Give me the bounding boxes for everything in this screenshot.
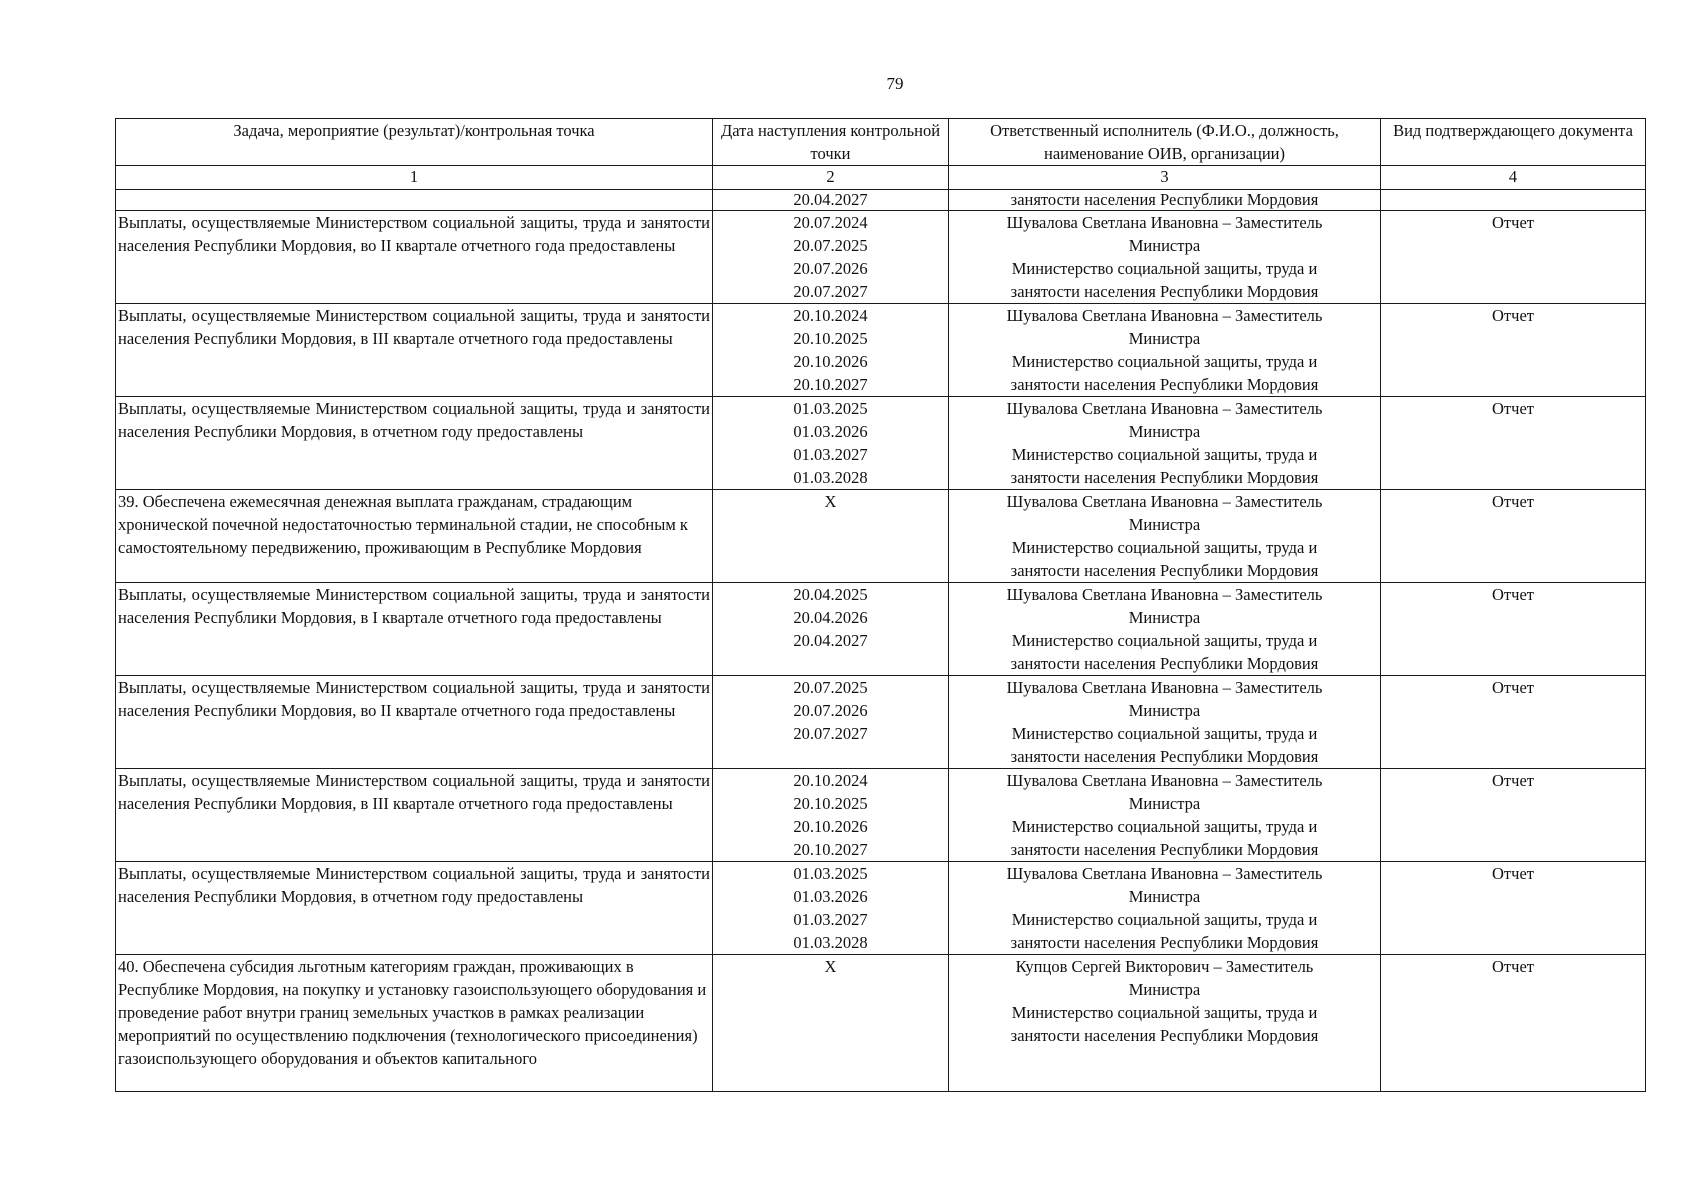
responsible-line: Министра	[1128, 422, 1201, 441]
date-value: 01.03.2026	[793, 422, 868, 441]
responsible-line: Министерство социальной защиты, труда и	[1011, 910, 1318, 929]
responsible-cell	[949, 862, 1381, 955]
column-number-row	[116, 166, 1646, 190]
responsible-line: Министра	[1128, 980, 1201, 999]
document-cell: Отчет	[1381, 304, 1646, 397]
dates-cell	[713, 676, 949, 769]
dates-cell	[713, 862, 949, 955]
header-task: Задача, мероприятие (результат)/контрольная точка	[116, 119, 713, 166]
responsible-cell	[949, 955, 1381, 1092]
dates-cell	[713, 769, 949, 862]
responsible-line: Купцов Сергей Викторович – Заместитель	[1015, 957, 1314, 976]
date-value: 01.03.2027	[793, 445, 868, 464]
column-number-1: 1	[116, 166, 713, 190]
date-value: 20.10.2026	[793, 352, 868, 371]
responsible-line: занятости населения Республики Мордовия	[1010, 468, 1319, 487]
task-cell: Выплаты, осуществляемые Министерством социальной защиты, труда и занятости населения Республики Мордовия, в отчетном году предоставлены	[116, 862, 713, 955]
responsible-line: занятости населения Республики Мордовия	[1010, 282, 1319, 301]
task-cell: 40. Обеспечена субсидия льготным категориям граждан, проживающих в Республике Мордовия, на покупку и установку газоиспользующего оборудования и проведение работ внутри границ земельных участков в рамках реализации мероприятий по осуществлению подключения (технологического присоединения) газоиспользующего оборудования и объектов капитального	[116, 955, 713, 1092]
date-value: 20.10.2027	[793, 840, 868, 859]
date-value: 20.04.2027	[793, 631, 868, 650]
responsible-cell	[949, 190, 1381, 211]
date-value: X	[824, 957, 837, 976]
responsible-line: Министерство социальной защиты, труда и	[1011, 1003, 1318, 1022]
header-date: Дата наступления контрольной точки	[713, 119, 949, 166]
document-cell: Отчет	[1381, 862, 1646, 955]
page-number: 79	[886, 74, 904, 93]
task-cell: Выплаты, осуществляемые Министерством социальной защиты, труда и занятости населения Республики Мордовия, в отчетном году предоставлены	[116, 397, 713, 490]
date-value: 20.07.2026	[793, 701, 868, 720]
date-value: X	[824, 492, 837, 511]
task-cell: Выплаты, осуществляемые Министерством социальной защиты, труда и занятости населения Республики Мордовия, во II квартале отчетного года предоставлены	[116, 676, 713, 769]
date-value: 20.10.2027	[793, 375, 868, 394]
responsible-line: занятости населения Республики Мордовия	[1010, 654, 1319, 673]
date-value: 01.03.2025	[793, 864, 868, 883]
responsible-line: Министра	[1128, 236, 1201, 255]
date-value: 20.04.2026	[793, 608, 868, 627]
responsible-line: Министра	[1128, 515, 1201, 534]
date-value: 20.04.2027	[793, 190, 868, 209]
responsible-line: Министра	[1128, 701, 1201, 720]
responsible-line: Министерство социальной защиты, труда и	[1011, 352, 1318, 371]
responsible-line: Шувалова Светлана Ивановна – Заместитель	[1006, 399, 1323, 418]
date-value: 20.10.2024	[793, 771, 868, 790]
responsible-line: Шувалова Светлана Ивановна – Заместитель	[1006, 306, 1323, 325]
responsible-line: Министерство социальной защиты, труда и	[1011, 538, 1318, 557]
dates-cell	[713, 304, 949, 397]
continuation-row	[116, 190, 1646, 211]
column-number-4: 4	[1381, 166, 1646, 190]
responsible-line: Шувалова Светлана Ивановна – Заместитель	[1006, 585, 1323, 604]
task-cell: Выплаты, осуществляемые Министерством социальной защиты, труда и занятости населения Республики Мордовия, в III квартале отчетного года предоставлены	[116, 304, 713, 397]
date-value: 20.10.2025	[793, 329, 868, 348]
responsible-line: занятости населения Республики Мордовия	[1010, 561, 1319, 580]
document-cell: Отчет	[1381, 769, 1646, 862]
responsible-line: Министерство социальной защиты, труда и	[1011, 724, 1318, 743]
responsible-line: занятости населения Республики Мордовия	[1010, 375, 1319, 394]
dates-cell	[713, 490, 949, 583]
table-row	[116, 211, 1646, 304]
responsible-cell	[949, 211, 1381, 304]
date-value: 20.10.2024	[793, 306, 868, 325]
responsible-line: Министра	[1128, 887, 1201, 906]
responsible-cell	[949, 397, 1381, 490]
responsible-line: Шувалова Светлана Ивановна – Заместитель	[1006, 864, 1323, 883]
responsible-line: Шувалова Светлана Ивановна – Заместитель	[1006, 492, 1323, 511]
responsible-line: Министерство социальной защиты, труда и	[1011, 259, 1318, 278]
table-row	[116, 490, 1646, 583]
responsible-cell	[949, 769, 1381, 862]
responsible-line: занятости населения Республики Мордовия	[1010, 1026, 1319, 1045]
document-cell: Отчет	[1381, 955, 1646, 1092]
responsible-line: Шувалова Светлана Ивановна – Заместитель	[1006, 771, 1323, 790]
document-cell: Отчет	[1381, 676, 1646, 769]
responsible-line: Министра	[1128, 329, 1201, 348]
dates-cell	[713, 211, 949, 304]
responsible-line: Министерство социальной защиты, труда и	[1011, 817, 1318, 836]
date-value: 20.07.2025	[793, 678, 868, 697]
date-value: 20.07.2025	[793, 236, 868, 255]
table-row	[116, 304, 1646, 397]
responsible-line: Министра	[1128, 608, 1201, 627]
task-cell: 39. Обеспечена ежемесячная денежная выплата гражданам, страдающим хронической почечной недостаточностью терминальной стадии, не способным к самостоятельному передвижению, проживающим в Республике Мордовия	[116, 490, 713, 583]
date-value: 20.07.2027	[793, 724, 868, 743]
table-row	[116, 862, 1646, 955]
responsible-line: Министра	[1128, 794, 1201, 813]
dates-cell	[713, 190, 949, 211]
date-value: 20.10.2025	[793, 794, 868, 813]
table-row	[116, 676, 1646, 769]
table-row	[116, 769, 1646, 862]
table-row	[116, 583, 1646, 676]
date-value: 20.07.2027	[793, 282, 868, 301]
document-cell: Отчет	[1381, 211, 1646, 304]
column-number-3: 3	[949, 166, 1381, 190]
document-cell	[1381, 190, 1646, 211]
responsible-line: занятости населения Республики Мордовия	[1010, 933, 1319, 952]
responsible-line: занятости населения Республики Мордовия	[1010, 190, 1319, 209]
table-row	[116, 955, 1646, 1092]
task-cell: Выплаты, осуществляемые Министерством социальной защиты, труда и занятости населения Республики Мордовия, во II квартале отчетного года предоставлены	[116, 211, 713, 304]
responsible-cell	[949, 490, 1381, 583]
date-value: 01.03.2028	[793, 933, 868, 952]
responsible-line: Министерство социальной защиты, труда и	[1011, 445, 1318, 464]
date-value: 01.03.2027	[793, 910, 868, 929]
task-cell: Выплаты, осуществляемые Министерством социальной защиты, труда и занятости населения Республики Мордовия, в I квартале отчетного года предоставлены	[116, 583, 713, 676]
responsible-line: Шувалова Светлана Ивановна – Заместитель	[1006, 213, 1323, 232]
task-cell	[116, 190, 713, 211]
responsible-line: Министерство социальной защиты, труда и	[1011, 631, 1318, 650]
date-value: 01.03.2025	[793, 399, 868, 418]
column-number-2: 2	[713, 166, 949, 190]
responsible-line: Шувалова Светлана Ивановна – Заместитель	[1006, 678, 1323, 697]
date-value: 20.07.2024	[793, 213, 868, 232]
date-value: 20.04.2025	[793, 585, 868, 604]
header-responsible: Ответственный исполнитель (Ф.И.О., должность, наименование ОИВ, организации)	[949, 119, 1381, 166]
document-cell: Отчет	[1381, 490, 1646, 583]
dates-cell	[713, 397, 949, 490]
dates-cell	[713, 955, 949, 1092]
date-value: 01.03.2028	[793, 468, 868, 487]
date-value: 01.03.2026	[793, 887, 868, 906]
table-body	[116, 190, 1646, 1092]
dates-cell	[713, 583, 949, 676]
control-points-table	[115, 118, 1646, 1092]
table-header-row	[116, 119, 1646, 166]
date-value: 20.07.2026	[793, 259, 868, 278]
task-cell: Выплаты, осуществляемые Министерством социальной защиты, труда и занятости населения Республики Мордовия, в III квартале отчетного года предоставлены	[116, 769, 713, 862]
responsible-cell	[949, 583, 1381, 676]
responsible-cell	[949, 304, 1381, 397]
document-cell: Отчет	[1381, 397, 1646, 490]
responsible-line: занятости населения Республики Мордовия	[1010, 747, 1319, 766]
date-value: 20.10.2026	[793, 817, 868, 836]
table-row	[116, 397, 1646, 490]
document-cell: Отчет	[1381, 583, 1646, 676]
responsible-line: занятости населения Республики Мордовия	[1010, 840, 1319, 859]
responsible-cell	[949, 676, 1381, 769]
header-document: Вид подтверждающего документа	[1381, 119, 1646, 166]
